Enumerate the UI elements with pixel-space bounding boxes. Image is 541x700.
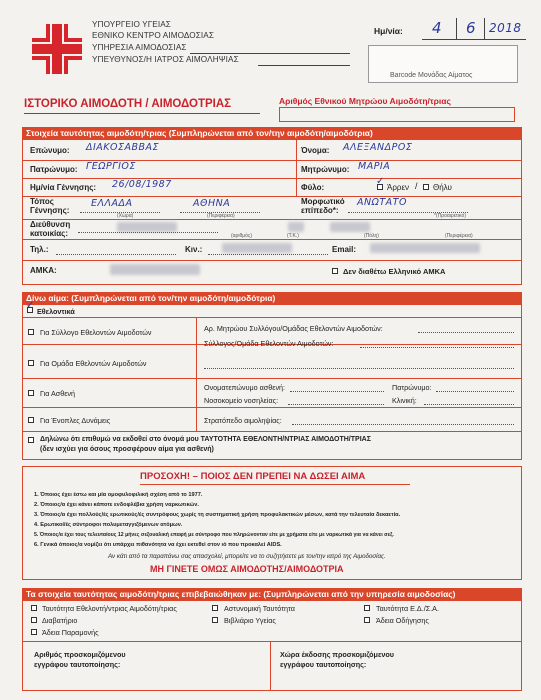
- army-checkbox[interactable]: [28, 417, 34, 423]
- verify-residence: Άδεια Παραμονής: [42, 628, 99, 637]
- education-sub-label: *(Προαιρετικό): [434, 213, 466, 219]
- father-label: Πατρώνυμο:: [30, 165, 78, 174]
- verify-box: [22, 600, 522, 691]
- verify-volunteer-id: Ταυτότητα Εθελοντή/ντριας Αιμοδότη/τριας: [42, 604, 177, 613]
- assoc-registry-label: Αρ. Μητρώου Συλλόγου/Ομάδας Εθελοντών Αιμοδοτών:: [204, 324, 383, 333]
- verify-passport-checkbox[interactable]: [31, 617, 37, 623]
- city-redacted: [330, 222, 370, 232]
- camp-label: Στρατόπεδο αιμοληψίας:: [204, 416, 282, 425]
- warning-advice: Αν κάτι από τα παραπάνω σας απασχολεί, μπορείτε να το συζητήσετε με τον/την ιατρό της Αιμοδοσίας.: [108, 553, 386, 560]
- association-label: Για Σύλλογο Εθελοντών Αιμοδοτών: [40, 328, 152, 337]
- registry-label: Αριθμός Εθνικού Μητρώου Αιμοδότη/τριας: [279, 96, 451, 106]
- date-field[interactable]: [422, 18, 526, 40]
- verify-residence-checkbox[interactable]: [31, 629, 37, 635]
- verify-passport: Διαβατήριο: [42, 616, 78, 625]
- surname-label: Επώνυμο:: [30, 146, 70, 155]
- doc-country-label-2: εγγράφου ταυτοποίησης:: [280, 660, 367, 669]
- service-line: ΥΠΗΡΕΣΙΑ ΑΙΜΟΔΟΣΙΑΣ: [92, 43, 187, 52]
- postcode-redacted: [288, 222, 304, 232]
- patient-father-label: Πατρώνυμο:: [392, 383, 432, 392]
- red-cross-logo: [28, 20, 86, 78]
- surname-value[interactable]: ΔΙΑΚΟΣΑΒΒΑΣ: [86, 142, 160, 153]
- female-checkbox[interactable]: [423, 184, 429, 190]
- sex-label: Φύλο:: [301, 183, 325, 192]
- form-title: ΙΣΤΟΡΙΚΟ ΑΙΜΟΔΟΤΗ / ΑΙΜΟΔΟΤΡΙΑΣ: [24, 98, 232, 110]
- mother-value[interactable]: ΜΑΡΙΑ: [358, 161, 391, 172]
- verify-army-id-checkbox[interactable]: [364, 605, 370, 611]
- address-redacted: [117, 222, 177, 232]
- registry-number-field[interactable]: [279, 107, 515, 122]
- doc-number-label-2: εγγράφου ταυτοποίησης:: [34, 660, 121, 669]
- service-underline: [190, 53, 350, 54]
- check-mark-icon: ✓: [376, 176, 385, 187]
- voluntary-label: Εθελοντικά: [37, 307, 75, 316]
- addr-number-sub: (αριθμός): [231, 233, 253, 239]
- doctor-underline: [258, 65, 350, 66]
- doctor-line: ΥΠΕΥΘΥΝΟΣ/Η ΙΑΤΡΟΣ ΑΙΜΟΛΗΨΙΑΣ: [92, 55, 239, 64]
- warning-item-5: 5. Όποιος/α έχει τους τελευταίους 12 μήνες σεξουαλική επαφή με σύντροφο που πληρώνονταν είτε με χρήματα είτε με ναρκωτικά για να κάνει σεξ.: [34, 532, 394, 538]
- female-label: Θήλυ: [433, 183, 452, 192]
- donation-section-header: Δίνω αίμα: (Συμπληρώνεται από τον/την αιμοδότη/αιμοδότρια): [22, 292, 522, 304]
- amka-redacted: [110, 264, 200, 275]
- warning-footer: ΜΗ ΓΙΝΕΤΕ ΟΜΩΣ ΑΙΜΟΔΟΤΗΣ/ΑΙΜΟΔΟΤΡΙΑ: [150, 564, 344, 574]
- addr-postcode-sub: (Τ.Κ.): [287, 233, 299, 239]
- warning-item-3: 3. Όποιος/α έχει πολλούς/ές ερωτικούς/ές συντρόφους χωρίς τη συστηματική χρήση προφυλακτικών μέσων, κατά την τελευταία δεκαετία.: [34, 512, 401, 518]
- phone-label: Τηλ.:: [30, 245, 49, 254]
- region-sub-label: (Περιφέρεια): [207, 213, 235, 219]
- date-day: 4: [432, 19, 443, 37]
- education-label: Μορφωτικό: [301, 197, 345, 206]
- birthplace-label-2: Γέννησης:: [30, 206, 70, 215]
- warning-item-1: 1. Όποιος έχει έστω και μία ομοφυλοφιλική σχέση από το 1977.: [34, 492, 203, 498]
- barcode-box: [368, 45, 518, 83]
- mother-label: Μητρώνυμο:: [301, 165, 350, 174]
- warning-item-6: 6. Γενικά όποιος/α νομίζει ότι υπάρχει πιθανότητα να έχει εκτεθεί στον ιό που προκαλεί AIDS.: [34, 542, 282, 548]
- patient-label: Για Ασθενή: [40, 389, 76, 398]
- ministry-line: ΥΠΟΥΡΓΕΙΟ ΥΓΕΙΑΣ: [92, 20, 171, 29]
- army-label: Για Ένοπλες Δυνάμεις: [40, 416, 111, 425]
- clinic-label: Κλινική:: [392, 396, 417, 405]
- declare-line-2: (δεν ισχύει για όσους προσφέρουν αίμα για ασθενή): [40, 446, 214, 453]
- address-label-2: κατοικίας:: [30, 229, 68, 238]
- verify-driving: Άδεια Οδήγησης: [376, 616, 429, 625]
- birth-country-value[interactable]: ΕΛΛΑΔΑ: [91, 198, 133, 209]
- team-label: Για Ομάδα Εθελοντών Αιμοδοτών: [40, 359, 147, 368]
- patient-checkbox[interactable]: [28, 390, 34, 396]
- verify-health-book: Βιβλιάριο Υγείας: [224, 616, 276, 625]
- no-amka-checkbox[interactable]: [332, 268, 338, 274]
- education-value[interactable]: ΑΝΩΤΑΤΟ: [357, 197, 407, 208]
- verify-driving-checkbox[interactable]: [364, 617, 370, 623]
- mobile-redacted: [222, 243, 292, 253]
- date-year: 2018: [489, 21, 522, 35]
- patient-name-label: Ονοματεπώνυμο ασθενή:: [204, 383, 286, 392]
- name-label: Όνομα:: [301, 146, 330, 155]
- doc-number-label: Αριθμός προσκομιζόμενου: [34, 650, 126, 659]
- date-month: 6: [466, 19, 477, 37]
- no-amka-label: Δεν διαθέτω Ελληνικό ΑΜΚΑ: [343, 267, 446, 276]
- dob-value[interactable]: 26/08/1987: [112, 179, 172, 190]
- barcode-label: Barcode Μονάδας Αίματος: [390, 72, 473, 79]
- voluntary-check-icon: ✓: [26, 300, 35, 311]
- country-sub-label: (Χώρα): [117, 213, 134, 219]
- verify-army-id: Ταυτότητα Ε.Δ./Σ.Α.: [376, 604, 439, 613]
- birthplace-label: Τόπος: [30, 197, 54, 206]
- team-checkbox[interactable]: [28, 360, 34, 366]
- title-underline: [24, 113, 260, 114]
- doc-country-label: Χώρα έκδοσης προσκομιζόμενου: [280, 650, 394, 659]
- assoc-name-label: Σύλλογος/Ομάδα Εθελοντών Αιμοδοτών:: [204, 339, 334, 348]
- dob-label: Ημ/νία Γέννησης:: [30, 183, 97, 192]
- addr-city-sub: (Πόλη): [364, 233, 379, 239]
- father-value[interactable]: ΓΕΩΡΓΙΟΣ: [86, 161, 136, 172]
- warning-item-2: 2. Όποιος/α έχει κάνει κάποτε ενδοφλέβια χρήση ναρκωτικών.: [34, 502, 199, 508]
- association-checkbox[interactable]: [28, 329, 34, 335]
- verify-police-id: Αστυνομική Ταυτότητα: [224, 604, 295, 613]
- verify-volunteer-id-checkbox[interactable]: [31, 605, 37, 611]
- male-label: Άρρεν: [387, 183, 410, 192]
- verify-section-header: Τα στοιχεία ταυτότητας αιμοδότη/τριας επιβεβαιώθηκαν με: (Συμπληρώνεται από την υπηρεσία αιμοδοσίας): [22, 588, 522, 600]
- education-label-2: επίπεδο*:: [301, 206, 339, 215]
- email-label: Email:: [332, 245, 357, 254]
- id-card-request-checkbox[interactable]: [28, 437, 34, 443]
- mobile-label: Κιν.:: [185, 245, 203, 254]
- declare-line-1: Δηλώνω ότι επιθυμώ να εκδοθεί στο όνομά μου ΤΑΥΤΟΤΗΤΑ ΕΘΕΛΟΝΤΗ/ΝΤΡΙΑΣ ΑΙΜΟΔΟΤΗ/ΤΡΙΑΣ: [40, 436, 371, 443]
- amka-label: ΑΜΚΑ:: [30, 266, 57, 275]
- name-value[interactable]: ΑΛΕΞΑΝΔΡΟΣ: [343, 142, 413, 153]
- address-label: Διεύθυνση: [30, 220, 71, 229]
- hospital-label: Νοσοκομείο νοσηλείας:: [204, 396, 279, 405]
- birth-region-value[interactable]: ΑΘΗΝΑ: [193, 198, 231, 209]
- center-line: ΕΘΝΙΚΟ ΚΕΝΤΡΟ ΑΙΜΟΔΟΣΙΑΣ: [92, 31, 215, 40]
- date-label: Ημ/νία:: [374, 26, 403, 36]
- email-redacted: [370, 243, 480, 253]
- addr-region-sub: (Περιφέρεια): [445, 233, 473, 239]
- verify-health-book-checkbox[interactable]: [212, 617, 218, 623]
- warning-title: ΠΡΟΣΟΧΗ! – ΠΟΙΟΣ ΔΕΝ ΠΡΕΠΕΙ ΝΑ ΔΩΣΕΙ ΑΙΜΑ: [140, 471, 366, 482]
- warning-item-4: 4. Ερωτικοί/ές σύντροφοι πολυμεταγγιζόμενων ατόμων.: [34, 522, 183, 528]
- identity-section-header: Στοιχεία ταυτότητας αιμοδότη/τριας (Συμπληρώνεται από τον/την αιμοδότη/αιμοδότρια): [22, 127, 522, 139]
- verify-police-id-checkbox[interactable]: [212, 605, 218, 611]
